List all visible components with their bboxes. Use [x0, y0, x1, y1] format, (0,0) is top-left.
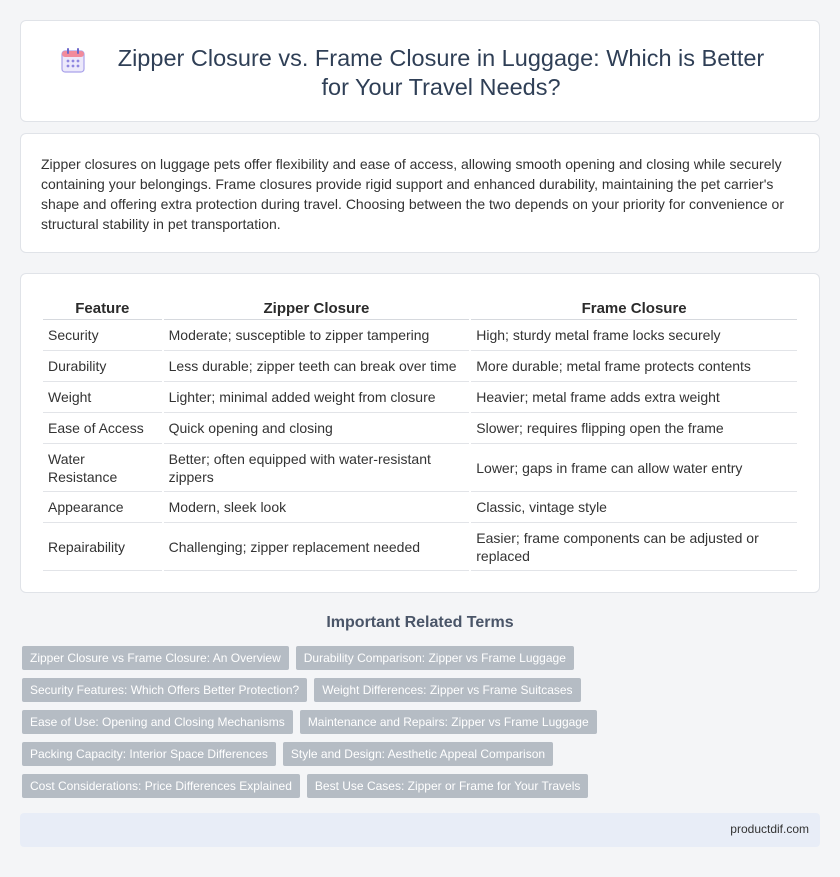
- table-cell-frame: Classic, vintage style: [471, 492, 797, 523]
- related-term-tag[interactable]: Packing Capacity: Interior Space Differences: [22, 742, 276, 766]
- table-cell-frame: Slower; requires flipping open the frame: [471, 413, 797, 444]
- table-cell-feature: Repairability: [43, 523, 162, 571]
- page-title: Zipper Closure vs. Frame Closure in Luggage: Which is Better for Your Travel Needs?: [117, 45, 765, 100]
- related-term-tag[interactable]: Ease of Use: Opening and Closing Mechanisms: [22, 710, 293, 734]
- table-cell-zipper: Challenging; zipper replacement needed: [164, 523, 470, 571]
- table-cell-zipper: Less durable; zipper teeth can break over time: [164, 351, 470, 382]
- table-header-row: [43, 294, 797, 320]
- table-cell-feature: Appearance: [43, 492, 162, 523]
- footer-site-link[interactable]: productdif.com: [730, 822, 809, 836]
- table-row: [43, 444, 797, 492]
- table-cell-zipper: Moderate; susceptible to zipper tampering: [164, 320, 470, 351]
- table-cell-frame: Heavier; metal frame adds extra weight: [471, 382, 797, 413]
- table-cell-frame: Easier; frame components can be adjusted or replaced: [471, 523, 797, 571]
- table-cell-zipper: Quick opening and closing: [164, 413, 470, 444]
- related-term-tag[interactable]: Maintenance and Repairs: Zipper vs Frame Luggage: [300, 710, 597, 734]
- table-row: [43, 523, 797, 571]
- table-row: [43, 413, 797, 444]
- related-term-tag[interactable]: Durability Comparison: Zipper vs Frame Luggage: [296, 646, 574, 670]
- table-cell-zipper: Modern, sleek look: [164, 492, 470, 523]
- table-row: [43, 351, 797, 382]
- intro-text: Zipper closures on luggage pets offer flexibility and ease of access, allowing smooth opening and closing while securely containing your belongings. Frame closures provide rigid support and enhanced durability, maintaining the pet carrier's shape and offering extra protection during travel. Choosing between the two depends on your priority for convenience or structural stability in pet transportation.: [41, 156, 784, 232]
- comparison-table-card: [20, 273, 820, 593]
- title-card: [20, 20, 820, 122]
- related-term-tag[interactable]: Weight Differences: Zipper vs Frame Suitcases: [314, 678, 580, 702]
- table-cell-zipper: Better; often equipped with water-resistant zippers: [164, 444, 470, 492]
- table-cell-zipper: Lighter; minimal added weight from closure: [164, 382, 470, 413]
- table-cell-frame: Lower; gaps in frame can allow water entry: [471, 444, 797, 492]
- table-cell-frame: More durable; metal frame protects contents: [471, 351, 797, 382]
- table-cell-feature: Ease of Access: [43, 413, 162, 444]
- table-row: [43, 320, 797, 351]
- related-term-tag[interactable]: Best Use Cases: Zipper or Frame for Your Travels: [307, 774, 588, 798]
- header-feature: Feature: [43, 294, 162, 320]
- table-row: [43, 492, 797, 523]
- related-term-tag[interactable]: Style and Design: Aesthetic Appeal Comparison: [283, 742, 553, 766]
- related-term-tag[interactable]: Security Features: Which Offers Better Protection?: [22, 678, 307, 702]
- table-cell-feature: Security: [43, 320, 162, 351]
- calendar-icon: [61, 47, 85, 73]
- table-cell-feature: Water Resistance: [43, 444, 162, 492]
- table-cell-frame: High; sturdy metal frame locks securely: [471, 320, 797, 351]
- header-frame-closure: Frame Closure: [471, 294, 797, 320]
- header-zipper-closure: Zipper Closure: [164, 294, 470, 320]
- table-cell-feature: Weight: [43, 382, 162, 413]
- related-terms-list: [22, 646, 642, 798]
- intro-card: [20, 133, 820, 253]
- footer: [20, 813, 820, 847]
- related-term-tag[interactable]: Cost Considerations: Price Differences Explained: [22, 774, 300, 798]
- table-row: [43, 382, 797, 413]
- related-term-tag[interactable]: Zipper Closure vs Frame Closure: An Overview: [22, 646, 289, 670]
- related-terms-title: Important Related Terms: [326, 614, 514, 631]
- table-cell-feature: Durability: [43, 351, 162, 382]
- comparison-table: [41, 294, 799, 571]
